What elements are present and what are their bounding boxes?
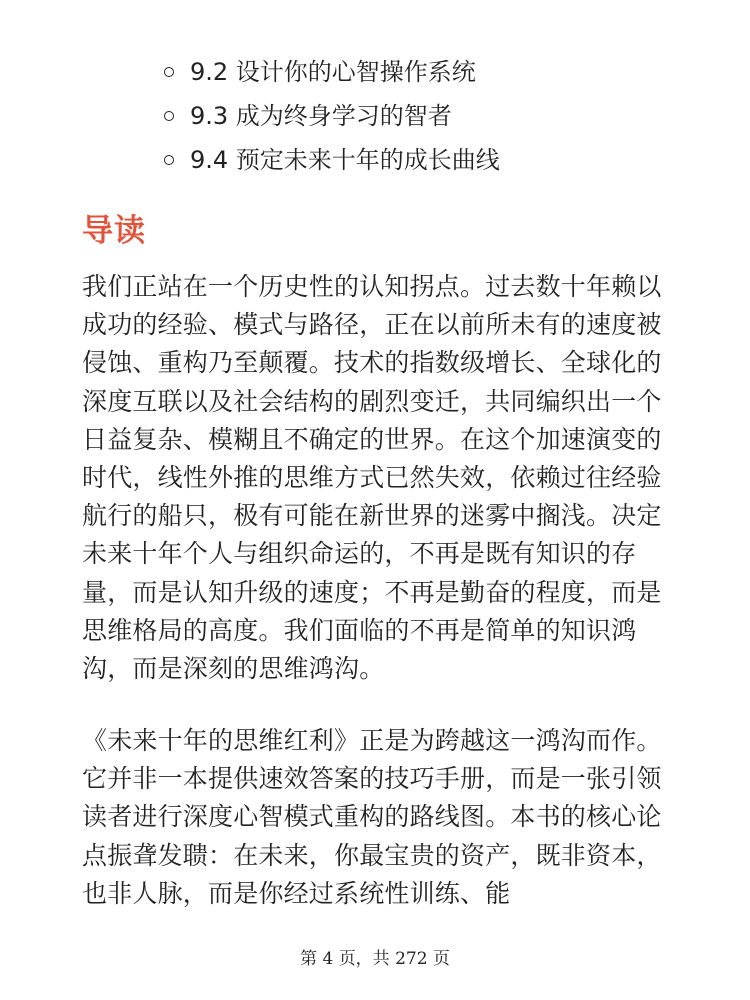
body-paragraph: 《未来十年的思维红利》正是为跨越这一鸿沟而作。它并非一本提供速效答案的技巧手册，而是一张引领读者进行深度心智模式重构的路线图。本书的核心论点振聋发聩：在未来，你最宝贵的资产，既非资本，也非人脉，而是你经过系统性训练、能 bbox=[82, 726, 662, 908]
toc-item[interactable] bbox=[160, 50, 680, 94]
toc-item[interactable] bbox=[160, 138, 680, 182]
table-of-contents-list bbox=[160, 50, 680, 182]
hollow-circle-bullet-icon bbox=[164, 67, 174, 77]
toc-item[interactable] bbox=[160, 94, 680, 138]
total-page-count: 272 bbox=[395, 949, 428, 969]
footer-middle: 页，共 bbox=[338, 949, 390, 969]
toc-item-label: 9.2 设计你的心智操作系统 bbox=[190, 58, 476, 86]
hollow-circle-bullet-icon bbox=[164, 155, 174, 165]
current-page-number: 4 bbox=[322, 949, 334, 969]
footer-suffix: 页 bbox=[432, 949, 450, 969]
toc-item-label: 9.3 成为终身学习的智者 bbox=[190, 102, 452, 130]
body-paragraph: 我们正站在一个历史性的认知拐点。过去数十年赖以成功的经验、模式与路径，正在以前所未有的速度被侵蚀、重构乃至颠覆。技术的指数级增长、全球化的深度互联以及社会结构的剧烈变迁，共同编织出一个日益复杂、模糊且不确定的世界。在这个加速演变的时代，线性外推的思维方式已然失效，依赖过往经验航行的船只，极有可能在新世界的迷雾中搁浅。决定未来十年个人与组织命运的，不再是既有知识的存量，而是认知升级的速度；不再是勤奋的程度，而是思维格局的高度。我们面临的不再是简单的知识鸿沟，而是深刻的思维鸿沟。 bbox=[82, 272, 662, 684]
page-number-footer bbox=[0, 944, 750, 969]
hollow-circle-bullet-icon bbox=[164, 111, 174, 121]
footer-prefix: 第 bbox=[300, 949, 318, 969]
toc-item-label: 9.4 预定未来十年的成长曲线 bbox=[190, 146, 500, 174]
section-heading: 导读 bbox=[82, 213, 146, 249]
